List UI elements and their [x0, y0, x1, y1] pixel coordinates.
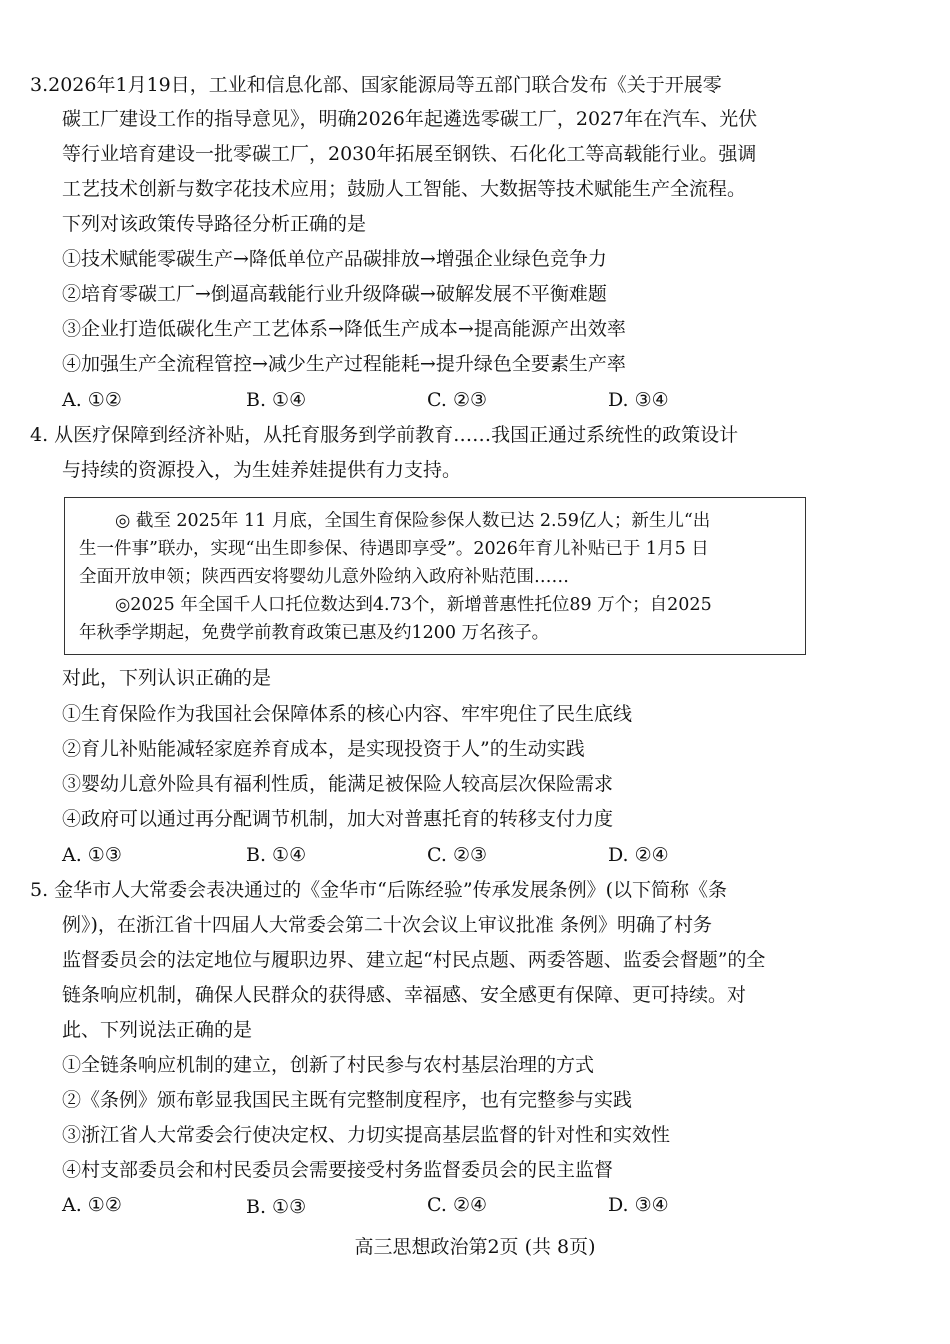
material-line: ◎2025 年全国千人口托位数达到4.73个，新增普惠性托位89 万个；自2025 [115, 595, 712, 615]
question-3-stem-line: 下列对该政策传导路径分析正确的是 [62, 213, 367, 235]
question-5-option: ②《条例》颁布彰显我国民主既有完整制度程序，也有完整参与实践 [62, 1089, 633, 1111]
question-5-choice-c[interactable]: C. ②④ [427, 1194, 488, 1216]
page-footer: 高三思想政治第2页 (共 8页) [354, 1236, 596, 1258]
question-4-choice-d[interactable]: D. ②④ [608, 844, 669, 866]
question-3-stem-line: 等行业培育建设一批零碳工厂，2030年拓展至钢铁、石化化工等高载能行业。强调 [62, 143, 757, 165]
question-4-choice-c[interactable]: C. ②③ [427, 844, 488, 866]
question-3-choice-a[interactable]: A. ①② [62, 389, 122, 411]
question-4-stem-line: 4. 从医疗保障到经济补贴，从托育服务到学前教育……我国正通过系统性的政策设计 [30, 424, 739, 446]
question-5-option: ①全链条响应机制的建立，创新了村民参与农村基层治理的方式 [62, 1054, 595, 1076]
material-line: 年秋季学期起，免费学前教育政策已惠及约1200 万名孩子。 [79, 623, 550, 643]
question-3-stem-line: 3.2026年1月19日，工业和信息化部、国家能源局等五部门联合发布《关于开展零 [30, 74, 722, 96]
material-line: 全面开放申领；陕西西安将婴幼儿意外险纳入政府补贴范围…… [79, 567, 569, 587]
question-3-option: ③企业打造低碳化生产工艺体系→降低生产成本→提高能源产出效率 [62, 318, 626, 340]
question-5-option: ③浙江省人大常委会行使决定权、力切实提高基层监督的针对性和实效性 [62, 1124, 671, 1146]
question-5-stem-line: 链条响应机制，确保人民群众的获得感、幸福感、安全感更有保障、更可持续。对 [62, 984, 747, 1006]
question-5-stem-line: 5. 金华市人大常委会表决通过的《金华市“后陈经验”传承发展条例》(以下简称《条 [30, 879, 728, 901]
question-5-stem-line: 此、下列说法正确的是 [62, 1019, 253, 1041]
question-3-option: ①技术赋能零碳生产→降低单位产品碳排放→增强企业绿色竞争力 [62, 248, 607, 270]
question-5-choice-b[interactable]: B. ①③ [246, 1196, 307, 1218]
question-5-option: ④村支部委员会和村民委员会需要接受村务监督委员会的民主监督 [62, 1159, 614, 1181]
question-3-stem-line: 碳工厂建设工作的指导意见》，明确2026年起遴选零碳工厂，2027年在汽车、光伏 [62, 108, 758, 130]
question-5-stem-line: 监督委员会的法定地位与履职边界、建立起“村民点题、两委答题、监委会督题”的全 [62, 949, 766, 971]
question-4-material-box [64, 497, 806, 655]
question-4-option: ③婴幼儿意外险具有福利性质，能满足被保险人较高层次保险需求 [62, 773, 614, 795]
question-5-choice-d[interactable]: D. ③④ [608, 1194, 669, 1216]
question-3-choice-d[interactable]: D. ③④ [608, 389, 669, 411]
question-5-stem-line: 例》)，在浙江省十四届人大常委会第二十次会议上审议批准 条例》明确了村务 [62, 914, 712, 936]
material-line: 生一件事”联办，实现“出生即参保、待遇即享受”。2026年育儿补贴已于 1月5 日 [79, 539, 709, 559]
question-4-option: ④政府可以通过再分配调节机制，加大对普惠托育的转移支付力度 [62, 808, 614, 830]
question-4-option: ②育儿补贴能减轻家庭养育成本，是实现投资于人”的生动实践 [62, 738, 585, 760]
question-3-choice-b[interactable]: B. ①④ [246, 389, 307, 411]
question-3-option: ④加强生产全流程管控→减少生产过程能耗→提升绿色全要素生产率 [62, 353, 626, 375]
question-3-option: ②培育零碳工厂→倒逼高载能行业升级降碳→破解发展不平衡难题 [62, 283, 607, 305]
question-5-choice-a[interactable]: A. ①② [62, 1194, 122, 1216]
question-3-choice-c[interactable]: C. ②③ [427, 389, 488, 411]
question-4-stem-line: 与持续的资源投入，为生娃养娃提供有力支持。 [62, 459, 462, 481]
question-4-choice-a[interactable]: A. ①③ [62, 844, 122, 866]
question-4-option: ①生育保险作为我国社会保障体系的核心内容、牢牢兜住了民生底线 [62, 703, 633, 725]
material-line: ◎ 截至 2025年 11 月底，全国生育保险参保人数已达 2.59亿人；新生儿“出 [115, 511, 711, 531]
question-3-stem-line: 工艺技术创新与数字花技术应用；鼓励人工智能、大数据等技术赋能生产全流程。 [62, 178, 747, 200]
question-4-choice-b[interactable]: B. ①④ [246, 844, 307, 866]
question-4-prompt: 对此，下列认识正确的是 [62, 667, 272, 689]
